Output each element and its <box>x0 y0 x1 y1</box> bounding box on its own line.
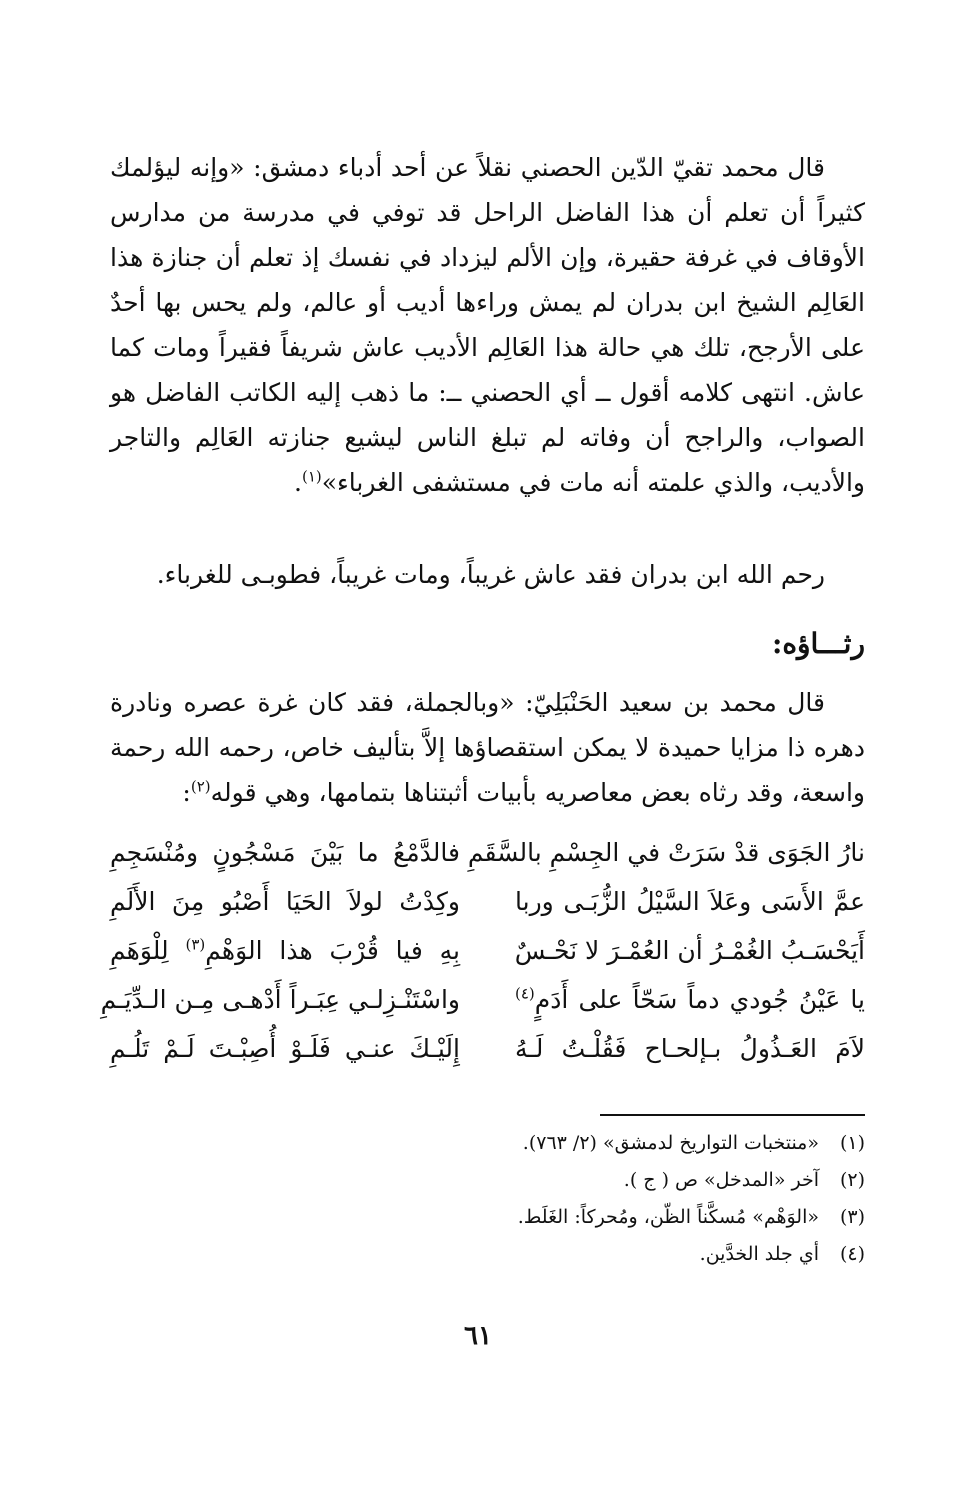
closing-line: رحم الله ابن بدران فقد عاش غريباً، ومات غريباً، فطوبـى للغرباء. <box>156 560 825 589</box>
verse-second-hemistich <box>110 1024 460 1073</box>
footnote-number: (١) <box>839 1132 865 1154</box>
hemistich-text: لاَمَ العَـذُولُ بـإلحـاح فَقُلْـتُ لَـهُ <box>515 1034 865 1063</box>
verse-second-hemistich <box>100 975 460 1024</box>
footnote-number: (٤) <box>839 1243 865 1265</box>
hemistich-tail: لِلْوَهَمِ <box>110 936 186 965</box>
footnote <box>110 1236 865 1273</box>
section-heading: رثـــاؤه: <box>772 627 865 660</box>
footnote-text: آخر «المدخل» ص ( ج ). <box>623 1169 819 1191</box>
body-paragraph-2 <box>110 680 865 815</box>
footnote-ref: (٤) <box>515 984 535 1003</box>
poem-verse <box>110 828 865 877</box>
poem-verse <box>100 975 865 1024</box>
verse-first-hemistich <box>515 926 865 975</box>
hemistich-text: عمَّ الأَسَى وعَلاَ السَّيْلُ الزُّبَـى وربا <box>515 887 865 916</box>
verse-second-hemistich <box>110 926 460 975</box>
hemistich-text: أَيَحْسَـبُ الغُمْـرُ أن العُمْـرَ لا نَحْـسٌ <box>514 936 865 965</box>
verse-first-hemistich <box>467 828 865 877</box>
footnote <box>110 1199 865 1236</box>
footnote <box>110 1162 865 1199</box>
footnote-separator <box>600 1114 865 1116</box>
hemistich-text: بِهِ فيا قُرْبَ هذا الوَهْمِ <box>205 936 461 965</box>
page-number: ٦١ <box>464 1321 492 1351</box>
hemistich-text: يا عَيْنُ جُودي دماً سَحّاً على أَدَمٍ <box>534 985 865 1014</box>
footnote-number: (٣) <box>839 1206 865 1228</box>
hemistich-text: إِلَيْـكَ عنـي فَلَـوْ أُصِبْـتَ لَـمْ تَلُـمِ <box>110 1034 460 1063</box>
poem <box>100 828 865 1073</box>
verse-first-hemistich <box>515 877 865 926</box>
footnotes <box>110 1125 865 1273</box>
hemistich-text: فالدَّمْعُ ما بَيْنَ مَسْجُونٍ ومُنْسَجِمِ <box>110 838 460 867</box>
paragraph-end: : <box>182 778 191 807</box>
footnote-text: أي جلد الخدَّين. <box>699 1243 819 1265</box>
footnote-ref: (٢) <box>190 777 211 796</box>
poem-verse <box>110 1024 865 1073</box>
paragraph-text: قال محمد تقيّ الدّين الحصني نقلاً عن أحد أدباء دمشق: «وإنه ليؤلمك كثيراً أن تعلم أن هذا الفاضل الراحل قد توفي في مدرسة من مدارس الأوقاف في غرفة حقيرة، وإن الألم ليزداد في نفسك إذ تعلم أن جنازة هذا العَالِم الشيخ ابن بدران لم يمش وراءها أديب أو عالم، ولم يحس بها أحدٌ على الأرجح، تلك هي حالة هذا العَالِم الأديب عاش شريفاً فقيراً ومات كما عاش. انتهى كلامه أقول ــ أي الحصني ــ: ما ذهب إليه الكاتب الفاضل هو الصواب، والراجح أن وفاته لم تبلغ الناس ليشيع جنازته العَالِم والتاجر والأديب، والذي علمته أنه مات في مستشفى الغرباء» <box>110 153 865 497</box>
verse-first-hemistich <box>515 1024 865 1073</box>
hemistich-text: واسْتَنْـزِلـي عِبَـراً أَدْهـى مِـن الـدِّيَـمِ <box>100 985 460 1014</box>
hemistich-text: وكِدْتُ لولاَ الحَيَا أَصْبُو مِنَ الأَلَمِ <box>110 887 460 916</box>
poem-verse <box>110 877 865 926</box>
footnote-ref: (٣) <box>185 935 206 954</box>
body-paragraph-1 <box>110 145 865 505</box>
verse-first-hemistich <box>515 975 865 1024</box>
paragraph-end: . <box>294 468 302 497</box>
footnote-ref: (١) <box>301 467 322 486</box>
verse-second-hemistich <box>110 877 460 926</box>
poem-verse <box>110 926 865 975</box>
footnote-number: (٢) <box>839 1169 865 1191</box>
footnote <box>110 1125 865 1162</box>
footnote-text: «الوَهْم» مُسكَّناً الظّن، ومُحركاً: الغَلَط. <box>517 1206 819 1228</box>
verse-second-hemistich <box>110 828 460 877</box>
footnote-text: «منتخبات التواريخ لدمشق» (٢/ ٧٦٣). <box>522 1132 819 1154</box>
hemistich-text: نارُ الجَوَى قدْ سَرَتْ في الجِسْمِ بالسَّقَمِ <box>467 838 865 867</box>
paragraph-text: قال محمد بن سعيد الحَنْبَلِيّ: «وبالجملة، فقد كان غرة عصره ونادرة دهره ذا مزايا حميدة لا يمكن استقصاؤها إلاَّ بتأليف خاص، رحمه الله رحمة واسعة، وقد رثاه بعض معاصريه بأبيات أثبتناها بتمامها، وهي قوله <box>110 688 865 807</box>
